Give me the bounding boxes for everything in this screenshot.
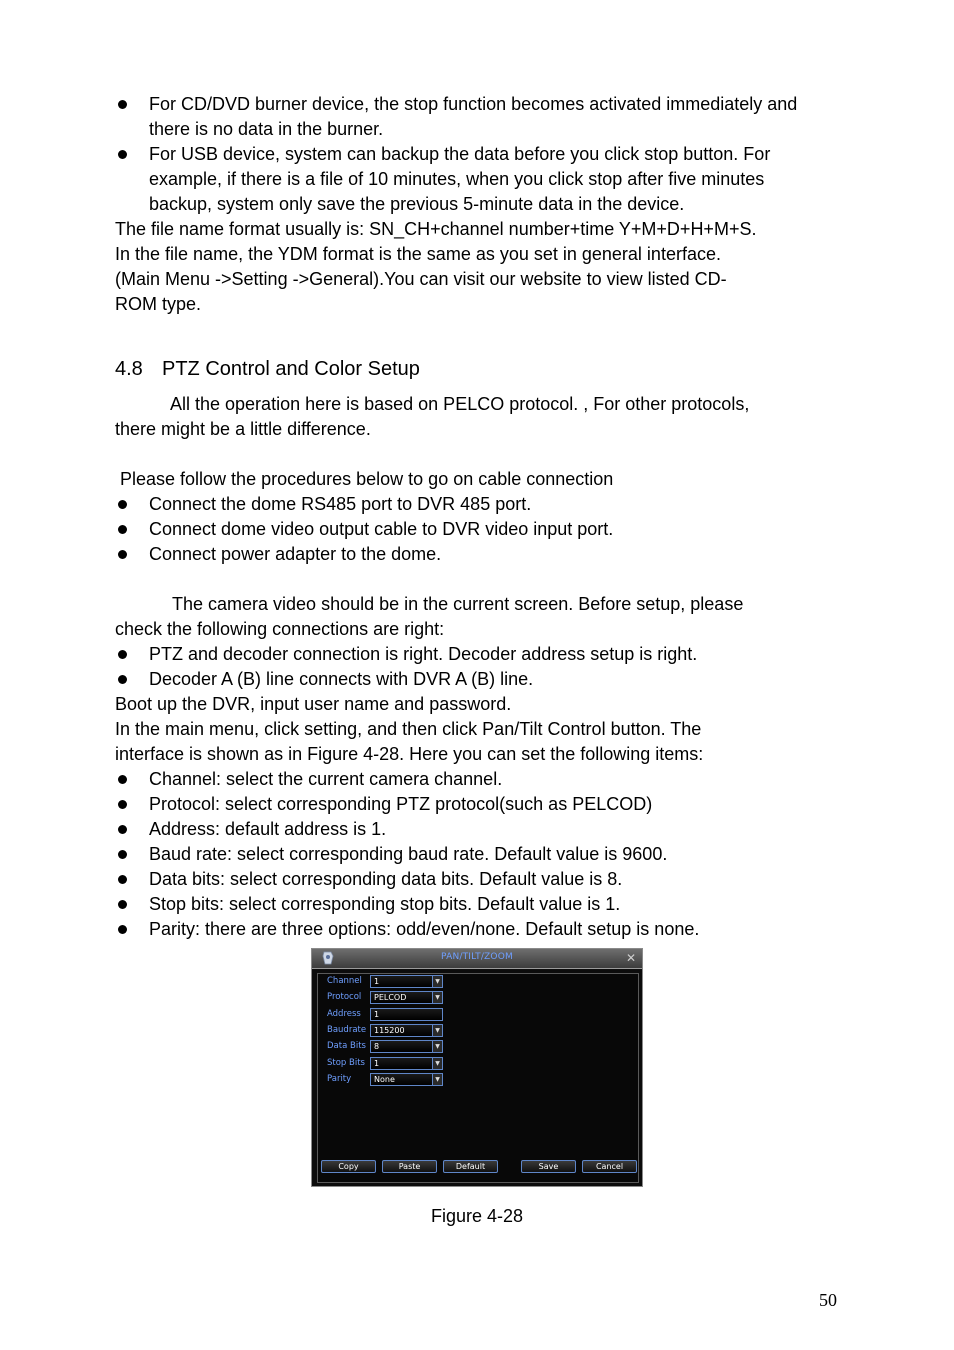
parity-value: None	[374, 1075, 395, 1084]
section-heading	[115, 356, 420, 382]
section-number: 4.8	[115, 358, 143, 380]
paragraph-line: In the main menu, click setting, and then click Pan/Tilt Control button. The	[115, 719, 702, 739]
bullet-text: Data bits: select corresponding data bits. Default value is 8.	[149, 869, 623, 889]
paragraph-line: ROM type.	[115, 294, 202, 314]
copy-button[interactable]: Copy	[321, 1160, 376, 1173]
paragraph-line: The camera video should be in the current screen. Before setup, please	[172, 594, 744, 614]
baudrate-select[interactable]	[370, 1024, 443, 1037]
field-label-protocol: Protocol	[327, 992, 362, 1002]
bullet-text: For USB device, system can backup the data before you click stop button. For	[149, 144, 771, 164]
bullet-text: backup, system only save the previous 5-minute data in the device.	[149, 194, 685, 214]
default-button[interactable]: Default	[443, 1160, 498, 1173]
dialog-title: PAN/TILT/ZOOM	[441, 952, 513, 962]
dialog-body	[317, 973, 639, 1183]
bullet-text: For CD/DVD burner device, the stop function becomes activated immediately and	[149, 94, 798, 114]
bullet-dot	[118, 800, 127, 809]
field-label-address: Address	[327, 1009, 361, 1019]
bullet-dot	[118, 925, 127, 934]
ptz-dialog	[311, 948, 643, 1187]
paragraph-line: interface is shown as in Figure 4-28. Here you can set the following items:	[115, 744, 704, 764]
bullet-dot	[118, 525, 127, 534]
bullet-text: Parity: there are three options: odd/even/none. Default setup is none.	[149, 919, 700, 939]
chevron-down-icon: ▼	[432, 1074, 442, 1085]
paragraph-line: The file name format usually is: SN_CH+channel number+time Y+M+D+H+M+S.	[115, 219, 757, 239]
bullet-text: Connect power adapter to the dome.	[149, 544, 442, 564]
parity-select[interactable]	[370, 1073, 443, 1086]
bullet-text: example, if there is a file of 10 minutes, when you click stop after five minutes	[149, 169, 765, 189]
paragraph-line: All the operation here is based on PELCO protocol. , For other protocols,	[170, 394, 750, 414]
section-title: PTZ Control and Color Setup	[162, 358, 420, 380]
stop-bits-value: 1	[374, 1059, 380, 1068]
bullet-dot	[118, 550, 127, 559]
baudrate-value: 115200	[374, 1026, 405, 1035]
stop-bits-select[interactable]	[370, 1057, 443, 1070]
bullet-dot	[118, 900, 127, 909]
field-label-baudrate: Baudrate	[327, 1025, 367, 1035]
cancel-button[interactable]: Cancel	[582, 1160, 637, 1173]
address-value: 1	[374, 1010, 380, 1019]
paragraph-line: Boot up the DVR, input user name and password.	[115, 694, 512, 714]
paragraph-line: there might be a little difference.	[115, 419, 371, 439]
paragraph-line: Please follow the procedures below to go on cable connection	[115, 469, 614, 489]
chevron-down-icon: ▼	[432, 1041, 442, 1052]
bullet-dot	[118, 875, 127, 884]
bullet-text: Baud rate: select corresponding baud rate. Default value is 9600.	[149, 844, 668, 864]
channel-select[interactable]	[370, 975, 443, 988]
paragraph-line: In the file name, the YDM format is the same as you set in general interface.	[115, 244, 721, 264]
bullet-dot	[118, 500, 127, 509]
bullet-dot	[118, 650, 127, 659]
field-label-channel: Channel	[327, 976, 362, 986]
chevron-down-icon: ▼	[432, 1058, 442, 1069]
bullet-text: Protocol: select corresponding PTZ protocol(such as PELCOD)	[149, 794, 653, 814]
bullet-dot	[118, 775, 127, 784]
paragraph-line: check the following connections are right:	[115, 619, 445, 639]
bullet-text: Address: default address is 1.	[149, 819, 387, 839]
protocol-select[interactable]	[370, 991, 443, 1004]
paste-button[interactable]: Paste	[382, 1160, 437, 1173]
close-icon[interactable]: ✕	[625, 951, 636, 965]
bullet-dot	[118, 850, 127, 859]
chevron-down-icon: ▼	[432, 976, 442, 987]
bullet-dot	[118, 825, 127, 834]
bullet-text: Stop bits: select corresponding stop bits. Default value is 1.	[149, 894, 621, 914]
bullet-text: Connect dome video output cable to DVR video input port.	[149, 519, 614, 539]
bullet-dot	[118, 675, 127, 684]
bullet-dot	[118, 150, 127, 159]
field-label-data-bits: Data Bits	[327, 1041, 366, 1051]
protocol-value: PELCOD	[374, 993, 407, 1002]
bullet-text: PTZ and decoder connection is right. Decoder address setup is right.	[149, 644, 698, 664]
bullet-text: Channel: select the current camera channel.	[149, 769, 503, 789]
channel-value: 1	[374, 977, 380, 986]
page-number: 50	[819, 1290, 837, 1310]
address-input[interactable]	[370, 1008, 443, 1021]
bullet-text: there is no data in the burner.	[149, 119, 384, 139]
field-label-parity: Parity	[327, 1074, 352, 1084]
data-bits-select[interactable]	[370, 1040, 443, 1053]
bullet-text: Decoder A (B) line connects with DVR A (B) line.	[149, 669, 534, 689]
figure-caption: Figure 4-28	[430, 1206, 524, 1226]
paragraph-line: (Main Menu ->Setting ->General).You can visit our website to view listed CD-	[115, 269, 727, 289]
chevron-down-icon: ▼	[432, 1025, 442, 1036]
bullet-dot	[118, 100, 127, 109]
data-bits-value: 8	[374, 1042, 380, 1051]
bullet-text: Connect the dome RS485 port to DVR 485 port.	[149, 494, 532, 514]
save-button[interactable]: Save	[521, 1160, 576, 1173]
chevron-down-icon: ▼	[432, 992, 442, 1003]
field-label-stop-bits: Stop Bits	[327, 1058, 365, 1068]
dialog-titlebar	[312, 949, 642, 969]
